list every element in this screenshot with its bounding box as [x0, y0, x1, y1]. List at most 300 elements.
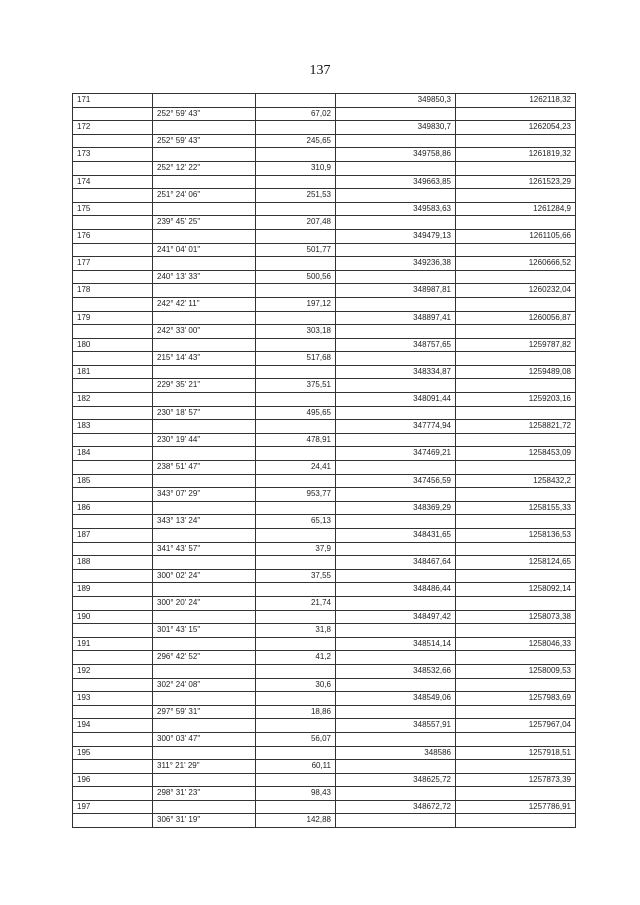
empty-cell — [256, 175, 336, 189]
empty-cell — [73, 189, 153, 203]
empty-cell — [336, 270, 456, 284]
y-coordinate-cell: 1258821,72 — [456, 420, 576, 434]
table-row — [73, 325, 576, 339]
distance-cell: 30,6 — [256, 678, 336, 692]
table-row — [73, 447, 576, 461]
angle-cell: 252° 59' 43" — [153, 134, 256, 148]
empty-cell — [456, 161, 576, 175]
empty-cell — [73, 297, 153, 311]
empty-cell — [256, 692, 336, 706]
table-row — [73, 257, 576, 271]
angle-cell: 341° 43' 57" — [153, 542, 256, 556]
y-coordinate-cell: 1257786,91 — [456, 800, 576, 814]
point-number-cell: 190 — [73, 610, 153, 624]
empty-cell — [153, 746, 256, 760]
empty-cell — [256, 501, 336, 515]
angle-cell: 238° 51' 47" — [153, 461, 256, 475]
empty-cell — [73, 678, 153, 692]
angle-cell: 242° 42' 11" — [153, 297, 256, 311]
empty-cell — [456, 760, 576, 774]
empty-cell — [153, 610, 256, 624]
empty-cell — [336, 352, 456, 366]
table-row — [73, 270, 576, 284]
table-row — [73, 529, 576, 543]
empty-cell — [456, 542, 576, 556]
empty-cell — [73, 814, 153, 828]
table-row — [73, 393, 576, 407]
table-row — [73, 773, 576, 787]
angle-cell: 242° 33' 00" — [153, 325, 256, 339]
table-row — [73, 556, 576, 570]
table-row — [73, 542, 576, 556]
table-row — [73, 202, 576, 216]
empty-cell — [336, 325, 456, 339]
empty-cell — [153, 284, 256, 298]
y-coordinate-cell: 1260666,52 — [456, 257, 576, 271]
empty-cell — [336, 542, 456, 556]
empty-cell — [336, 161, 456, 175]
empty-cell — [153, 202, 256, 216]
x-coordinate-cell: 347469,21 — [336, 447, 456, 461]
empty-cell — [336, 488, 456, 502]
empty-cell — [153, 121, 256, 135]
x-coordinate-cell: 348091,44 — [336, 393, 456, 407]
empty-cell — [153, 148, 256, 162]
empty-cell — [256, 420, 336, 434]
empty-cell — [336, 461, 456, 475]
y-coordinate-cell: 1261105,66 — [456, 229, 576, 243]
angle-cell: 311° 21' 29" — [153, 760, 256, 774]
empty-cell — [336, 433, 456, 447]
angle-cell: 230° 18' 57" — [153, 406, 256, 420]
x-coordinate-cell: 349758,86 — [336, 148, 456, 162]
empty-cell — [336, 379, 456, 393]
empty-cell — [73, 325, 153, 339]
empty-cell — [456, 189, 576, 203]
x-coordinate-cell: 347456,59 — [336, 474, 456, 488]
empty-cell — [456, 243, 576, 257]
table-row — [73, 243, 576, 257]
empty-cell — [153, 556, 256, 570]
x-coordinate-cell: 348987,81 — [336, 284, 456, 298]
empty-cell — [73, 787, 153, 801]
angle-cell: 240° 13' 33" — [153, 270, 256, 284]
table-row — [73, 814, 576, 828]
empty-cell — [336, 189, 456, 203]
table-row — [73, 583, 576, 597]
table-row — [73, 216, 576, 230]
empty-cell — [456, 107, 576, 121]
empty-cell — [73, 596, 153, 610]
table-row — [73, 229, 576, 243]
distance-cell: 24,41 — [256, 461, 336, 475]
distance-cell: 41,2 — [256, 651, 336, 665]
table-row — [73, 379, 576, 393]
empty-cell — [73, 433, 153, 447]
coordinates-table-body — [73, 94, 576, 828]
empty-cell — [153, 338, 256, 352]
empty-cell — [336, 705, 456, 719]
x-coordinate-cell: 349663,85 — [336, 175, 456, 189]
table-row — [73, 787, 576, 801]
y-coordinate-cell: 1262118,32 — [456, 94, 576, 108]
x-coordinate-cell: 348586 — [336, 746, 456, 760]
y-coordinate-cell: 1259787,82 — [456, 338, 576, 352]
coordinates-table-container — [72, 93, 575, 828]
distance-cell: 500,56 — [256, 270, 336, 284]
table-row — [73, 94, 576, 108]
empty-cell — [153, 474, 256, 488]
empty-cell — [153, 94, 256, 108]
empty-cell — [256, 393, 336, 407]
distance-cell: 65,13 — [256, 515, 336, 529]
x-coordinate-cell: 348467,64 — [336, 556, 456, 570]
empty-cell — [73, 352, 153, 366]
empty-cell — [456, 678, 576, 692]
empty-cell — [256, 637, 336, 651]
distance-cell: 495,65 — [256, 406, 336, 420]
empty-cell — [153, 175, 256, 189]
angle-cell: 252° 59' 43" — [153, 107, 256, 121]
x-coordinate-cell: 349236,38 — [336, 257, 456, 271]
x-coordinate-cell: 348757,65 — [336, 338, 456, 352]
point-number-cell: 197 — [73, 800, 153, 814]
point-number-cell: 192 — [73, 664, 153, 678]
x-coordinate-cell: 348514,14 — [336, 637, 456, 651]
empty-cell — [456, 515, 576, 529]
distance-cell: 60,11 — [256, 760, 336, 774]
angle-cell: 302° 24' 08" — [153, 678, 256, 692]
empty-cell — [456, 352, 576, 366]
y-coordinate-cell: 1259489,08 — [456, 365, 576, 379]
empty-cell — [153, 229, 256, 243]
empty-cell — [153, 501, 256, 515]
empty-cell — [256, 284, 336, 298]
point-number-cell: 173 — [73, 148, 153, 162]
point-number-cell: 184 — [73, 447, 153, 461]
empty-cell — [153, 692, 256, 706]
empty-cell — [153, 719, 256, 733]
angle-cell: 300° 03' 47" — [153, 732, 256, 746]
y-coordinate-cell: 1261819,32 — [456, 148, 576, 162]
table-row — [73, 433, 576, 447]
angle-cell: 229° 35' 21" — [153, 379, 256, 393]
distance-cell: 207,48 — [256, 216, 336, 230]
y-coordinate-cell: 1258136,53 — [456, 529, 576, 543]
empty-cell — [336, 107, 456, 121]
table-row — [73, 338, 576, 352]
empty-cell — [336, 297, 456, 311]
empty-cell — [73, 760, 153, 774]
x-coordinate-cell: 349850,3 — [336, 94, 456, 108]
distance-cell: 517,68 — [256, 352, 336, 366]
table-row — [73, 406, 576, 420]
empty-cell — [336, 134, 456, 148]
angle-cell: 239° 45' 25" — [153, 216, 256, 230]
distance-cell: 375,51 — [256, 379, 336, 393]
empty-cell — [73, 651, 153, 665]
empty-cell — [73, 107, 153, 121]
table-row — [73, 692, 576, 706]
empty-cell — [456, 461, 576, 475]
y-coordinate-cell: 1257873,39 — [456, 773, 576, 787]
y-coordinate-cell: 1258046,33 — [456, 637, 576, 651]
x-coordinate-cell: 349583,63 — [336, 202, 456, 216]
table-row — [73, 121, 576, 135]
angle-cell: 215° 14' 43" — [153, 352, 256, 366]
distance-cell: 18,86 — [256, 705, 336, 719]
y-coordinate-cell: 1258009,53 — [456, 664, 576, 678]
angle-cell: 300° 02' 24" — [153, 569, 256, 583]
x-coordinate-cell: 348334,87 — [336, 365, 456, 379]
empty-cell — [256, 746, 336, 760]
x-coordinate-cell: 348549,06 — [336, 692, 456, 706]
y-coordinate-cell: 1258155,33 — [456, 501, 576, 515]
x-coordinate-cell: 348431,65 — [336, 529, 456, 543]
y-coordinate-cell: 1259203,16 — [456, 393, 576, 407]
empty-cell — [456, 433, 576, 447]
table-row — [73, 161, 576, 175]
table-row — [73, 651, 576, 665]
empty-cell — [153, 529, 256, 543]
y-coordinate-cell: 1257983,69 — [456, 692, 576, 706]
empty-cell — [336, 787, 456, 801]
empty-cell — [456, 216, 576, 230]
point-number-cell: 191 — [73, 637, 153, 651]
empty-cell — [456, 596, 576, 610]
point-number-cell: 183 — [73, 420, 153, 434]
distance-cell: 303,18 — [256, 325, 336, 339]
x-coordinate-cell: 349479,13 — [336, 229, 456, 243]
distance-cell: 251,53 — [256, 189, 336, 203]
empty-cell — [336, 406, 456, 420]
angle-cell: 300° 20' 24" — [153, 596, 256, 610]
empty-cell — [73, 216, 153, 230]
empty-cell — [256, 773, 336, 787]
empty-cell — [153, 420, 256, 434]
y-coordinate-cell: 1261284,9 — [456, 202, 576, 216]
y-coordinate-cell: 1258432,2 — [456, 474, 576, 488]
point-number-cell: 177 — [73, 257, 153, 271]
y-coordinate-cell: 1261523,29 — [456, 175, 576, 189]
point-number-cell: 175 — [73, 202, 153, 216]
point-number-cell: 194 — [73, 719, 153, 733]
empty-cell — [336, 596, 456, 610]
empty-cell — [256, 556, 336, 570]
table-row — [73, 746, 576, 760]
table-row — [73, 488, 576, 502]
empty-cell — [256, 664, 336, 678]
y-coordinate-cell: 1262054,23 — [456, 121, 576, 135]
empty-cell — [73, 624, 153, 638]
empty-cell — [256, 583, 336, 597]
empty-cell — [336, 651, 456, 665]
empty-cell — [256, 311, 336, 325]
y-coordinate-cell: 1258124,65 — [456, 556, 576, 570]
angle-cell: 306° 31' 19" — [153, 814, 256, 828]
empty-cell — [336, 732, 456, 746]
empty-cell — [256, 610, 336, 624]
empty-cell — [336, 624, 456, 638]
empty-cell — [456, 651, 576, 665]
distance-cell: 98,43 — [256, 787, 336, 801]
empty-cell — [336, 515, 456, 529]
empty-cell — [256, 121, 336, 135]
empty-cell — [256, 257, 336, 271]
empty-cell — [73, 515, 153, 529]
angle-cell: 343° 13' 24" — [153, 515, 256, 529]
angle-cell: 252° 12' 22" — [153, 161, 256, 175]
angle-cell: 230° 19' 44" — [153, 433, 256, 447]
distance-cell: 197,12 — [256, 297, 336, 311]
table-row — [73, 134, 576, 148]
empty-cell — [256, 229, 336, 243]
y-coordinate-cell: 1258453,09 — [456, 447, 576, 461]
point-number-cell: 193 — [73, 692, 153, 706]
y-coordinate-cell: 1260056,87 — [456, 311, 576, 325]
empty-cell — [73, 161, 153, 175]
distance-cell: 67,02 — [256, 107, 336, 121]
empty-cell — [153, 447, 256, 461]
table-row — [73, 501, 576, 515]
empty-cell — [73, 732, 153, 746]
empty-cell — [256, 800, 336, 814]
x-coordinate-cell: 348486,44 — [336, 583, 456, 597]
x-coordinate-cell: 348625,72 — [336, 773, 456, 787]
empty-cell — [456, 624, 576, 638]
angle-cell: 343° 07' 29" — [153, 488, 256, 502]
table-row — [73, 297, 576, 311]
empty-cell — [456, 814, 576, 828]
empty-cell — [456, 406, 576, 420]
point-number-cell: 188 — [73, 556, 153, 570]
empty-cell — [153, 393, 256, 407]
y-coordinate-cell: 1258092,14 — [456, 583, 576, 597]
distance-cell: 37,55 — [256, 569, 336, 583]
empty-cell — [73, 569, 153, 583]
empty-cell — [256, 148, 336, 162]
empty-cell — [256, 365, 336, 379]
point-number-cell: 181 — [73, 365, 153, 379]
distance-cell: 478,91 — [256, 433, 336, 447]
distance-cell: 56,07 — [256, 732, 336, 746]
point-number-cell: 185 — [73, 474, 153, 488]
angle-cell: 297° 59' 31" — [153, 705, 256, 719]
empty-cell — [456, 270, 576, 284]
table-row — [73, 664, 576, 678]
empty-cell — [256, 719, 336, 733]
empty-cell — [153, 311, 256, 325]
empty-cell — [153, 664, 256, 678]
empty-cell — [256, 474, 336, 488]
table-row — [73, 637, 576, 651]
angle-cell: 298° 31' 23" — [153, 787, 256, 801]
angle-cell: 251° 24' 06" — [153, 189, 256, 203]
empty-cell — [336, 569, 456, 583]
empty-cell — [153, 257, 256, 271]
x-coordinate-cell: 348369,29 — [336, 501, 456, 515]
empty-cell — [153, 637, 256, 651]
empty-cell — [73, 488, 153, 502]
point-number-cell: 172 — [73, 121, 153, 135]
empty-cell — [336, 814, 456, 828]
x-coordinate-cell: 348897,41 — [336, 311, 456, 325]
empty-cell — [153, 583, 256, 597]
coordinates-table — [72, 93, 576, 828]
y-coordinate-cell: 1260232,04 — [456, 284, 576, 298]
x-coordinate-cell: 347774,94 — [336, 420, 456, 434]
empty-cell — [456, 732, 576, 746]
empty-cell — [456, 705, 576, 719]
x-coordinate-cell: 348557,91 — [336, 719, 456, 733]
distance-cell: 142,88 — [256, 814, 336, 828]
empty-cell — [456, 325, 576, 339]
angle-cell: 301° 43' 15" — [153, 624, 256, 638]
empty-cell — [336, 243, 456, 257]
table-row — [73, 610, 576, 624]
empty-cell — [73, 379, 153, 393]
empty-cell — [73, 134, 153, 148]
table-row — [73, 678, 576, 692]
angle-cell: 241° 04' 01" — [153, 243, 256, 257]
table-row — [73, 732, 576, 746]
table-row — [73, 284, 576, 298]
table-row — [73, 800, 576, 814]
table-row — [73, 148, 576, 162]
empty-cell — [73, 705, 153, 719]
point-number-cell: 182 — [73, 393, 153, 407]
empty-cell — [73, 270, 153, 284]
point-number-cell: 176 — [73, 229, 153, 243]
empty-cell — [256, 338, 336, 352]
point-number-cell: 187 — [73, 529, 153, 543]
distance-cell: 245,65 — [256, 134, 336, 148]
x-coordinate-cell: 348532,66 — [336, 664, 456, 678]
empty-cell — [73, 542, 153, 556]
empty-cell — [73, 461, 153, 475]
x-coordinate-cell: 349830,7 — [336, 121, 456, 135]
empty-cell — [456, 297, 576, 311]
distance-cell: 37,9 — [256, 542, 336, 556]
distance-cell: 501,77 — [256, 243, 336, 257]
point-number-cell: 178 — [73, 284, 153, 298]
point-number-cell: 186 — [73, 501, 153, 515]
table-row — [73, 624, 576, 638]
table-row — [73, 365, 576, 379]
table-row — [73, 569, 576, 583]
empty-cell — [336, 216, 456, 230]
distance-cell: 310,9 — [256, 161, 336, 175]
distance-cell: 21,74 — [256, 596, 336, 610]
table-row — [73, 515, 576, 529]
table-row — [73, 107, 576, 121]
empty-cell — [153, 365, 256, 379]
empty-cell — [256, 202, 336, 216]
table-row — [73, 474, 576, 488]
page-number: 137 — [309, 63, 331, 78]
table-row — [73, 461, 576, 475]
empty-cell — [256, 94, 336, 108]
x-coordinate-cell: 348672,72 — [336, 800, 456, 814]
point-number-cell: 195 — [73, 746, 153, 760]
point-number-cell: 174 — [73, 175, 153, 189]
y-coordinate-cell: 1258073,38 — [456, 610, 576, 624]
table-row — [73, 311, 576, 325]
point-number-cell: 171 — [73, 94, 153, 108]
point-number-cell: 179 — [73, 311, 153, 325]
empty-cell — [256, 529, 336, 543]
table-row — [73, 420, 576, 434]
